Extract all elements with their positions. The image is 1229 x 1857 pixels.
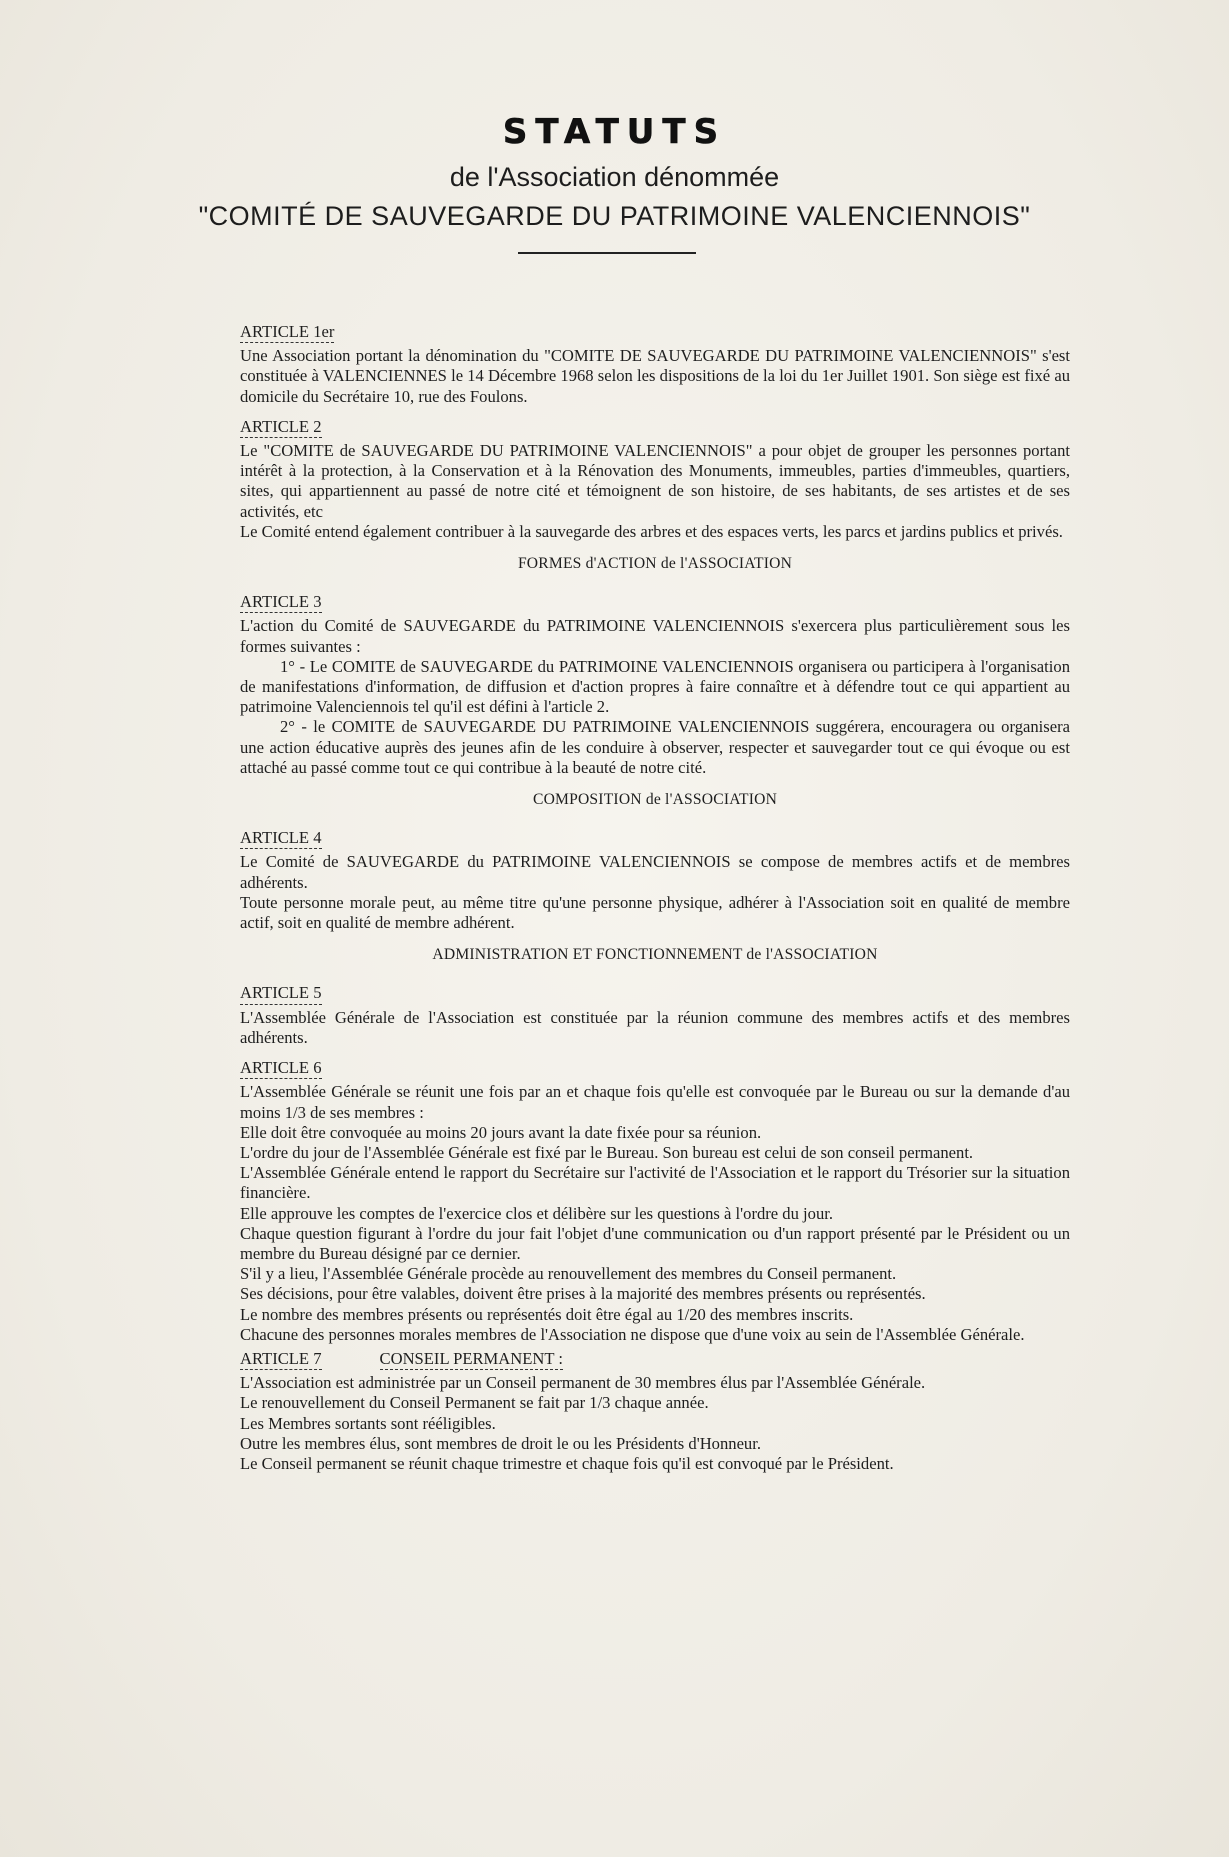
- article-6-line: Elle approuve les comptes de l'exercice clos et délibère sur les questions à l'ordre du jour.: [240, 1203, 834, 1223]
- article-4-text: Le Comité de SAUVEGARDE du PATRIMOINE VALENCIENNOIS se compose de membres actifs et de membres adhérents.: [240, 852, 1070, 892]
- article-7-line: L'Association est administrée par un Conseil permanent de 30 membres élus par l'Assemblée Générale.: [240, 1373, 926, 1393]
- article-1-text: Une Association portant la dénomination du "COMITE DE SAUVEGARDE DU PATRIMOINE VALENCIENNOIS" s'est constituée à VALENCIENNES le 14 Décembre 1968 selon les dispositions de la loi du 1er Juillet 1901. Son siège est fixé au domicile du Secrétaire 10, rue des Foulons.: [240, 346, 1070, 406]
- article-3-intro: L'action du Comité de SAUVEGARDE du PATRIMOINE VALENCIENNOIS s'exercera plus particulièrement sous les formes suivantes :: [240, 616, 1070, 656]
- section-heading-composition: COMPOSITION de l'ASSOCIATION: [532, 791, 778, 809]
- article-6-line: Elle doit être convoquée au moins 20 jours avant la date fixée pour sa réunion.: [240, 1122, 762, 1142]
- article-5-heading: ARTICLE 5: [240, 983, 322, 1004]
- article-2-heading: ARTICLE 2: [240, 417, 322, 438]
- article-2-text: Le "COMITE de SAUVEGARDE DU PATRIMOINE VALENCIENNOIS" a pour objet de grouper les personnes portant intérêt à la protection, à la Conservation et à la Rénovation des Monuments, immeubles, parties d'immeubles, quartiers, sites, qui appartiennent au passé de notre cité et témoignent de son histoire, de ses habitants, de ses artistes et de ses activités, etc: [240, 441, 1070, 521]
- title-underline: [518, 252, 696, 254]
- article-7-line: Outre les membres élus, sont membres de droit le ou les Présidents d'Honneur.: [240, 1433, 761, 1453]
- article-6-line: L'Assemblée Générale entend le rapport du Secrétaire sur l'activité de l'Association et le rapport du Trésorier sur la situation financière.: [240, 1163, 1070, 1203]
- article-4-heading: ARTICLE 4: [240, 828, 322, 849]
- article-6-line: Ses décisions, pour être valables, doivent être prises à la majorité des membres présents ou représentés.: [240, 1284, 926, 1304]
- article-7-line: Le Conseil permanent se réunit chaque trimestre et chaque fois qu'il est convoqué par le Président.: [240, 1453, 894, 1473]
- article-6-line: Chaque question figurant à l'ordre du jour fait l'objet d'une communication ou d'un rapport présenté par le Président ou un membre du Bureau désigné par ce dernier.: [240, 1223, 1070, 1263]
- article-6-line: L'Assemblée Générale se réunit une fois par an et chaque fois qu'elle est convoquée par le Bureau ou sur la demande d'au moins 1/3 de ses membres :: [240, 1082, 1070, 1122]
- article-7-heading: ARTICLE 7: [240, 1349, 322, 1370]
- article-6-line: L'ordre du jour de l'Assemblée Générale est fixé par le Bureau. Son bureau est celui de son conseil permanent.: [240, 1142, 974, 1162]
- article-6-line: Le nombre des membres présents ou représentés doit être égal au 1/20 des membres inscrits.: [240, 1304, 854, 1324]
- article-4-text-2: Toute personne morale peut, au même titre qu'une personne physique, adhérer à l'Association soit en qualité de membre actif, soit en qualité de membre adhérent.: [240, 892, 1070, 933]
- article-5-text: L'Assemblée Générale de l'Association est constituée par la réunion commune des membres actifs et des membres adhérents.: [240, 1007, 1070, 1047]
- article-3-item-2: 2° - le COMITE de SAUVEGARDE DU PATRIMOINE VALENCIENNOIS suggérera, encouragera ou organisera une action éducative auprès des jeunes afin de les conduire à observer, respecter et sauvegarder tout ce qui évoque ou est attaché au passé comme tout ce qui contribue à la beauté de notre cité.: [240, 717, 1070, 777]
- article-7-heading-row: [240, 1349, 1070, 1370]
- section-heading-admin: ADMINISTRATION ET FONCTIONNEMENT de l'ASSOCIATION: [432, 946, 878, 964]
- document-body: [240, 318, 1070, 1474]
- article-1-heading: ARTICLE 1er: [240, 322, 334, 343]
- article-6-line: Chacune des personnes morales membres de l'Association ne dispose que d'une voix au sein de l'Assemblée Générale.: [240, 1324, 1025, 1344]
- article-2-text-2: Le Comité entend également contribuer à la sauvegarde des arbres et des espaces verts, les parcs et jardins publics et privés.: [240, 521, 1063, 541]
- article-7-subheading: CONSEIL PERMANENT :: [380, 1349, 563, 1370]
- article-3-item-1: 1° - Le COMITE de SAUVEGARDE du PATRIMOINE VALENCIENNOIS organisera ou participera à l'organisation de manifestations d'information, de diffusion et d'action propres à faire connaître et à défendre tout ce qui appartient au patrimoine Valenciennois tel qu'il est défini à l'article 2.: [240, 656, 1070, 717]
- document-title: STATUTS: [502, 112, 727, 152]
- document-subtitle: de l'Association dénommée: [449, 162, 780, 192]
- article-7-line: Le renouvellement du Conseil Permanent se fait par 1/3 chaque année.: [240, 1393, 709, 1413]
- document-header: [0, 112, 1229, 254]
- article-6-line: S'il y a lieu, l'Assemblée Générale procède au renouvellement des membres du Conseil permanent.: [240, 1264, 897, 1284]
- article-7-line: Les Membres sortants sont rééligibles.: [240, 1413, 496, 1433]
- section-heading-formes: FORMES d'ACTION de l'ASSOCIATION: [517, 555, 793, 573]
- article-6-heading: ARTICLE 6: [240, 1058, 322, 1079]
- association-name: "COMITÉ DE SAUVEGARDE DU PATRIMOINE VALENCIENNOIS": [198, 201, 1031, 231]
- article-3-heading: ARTICLE 3: [240, 592, 322, 613]
